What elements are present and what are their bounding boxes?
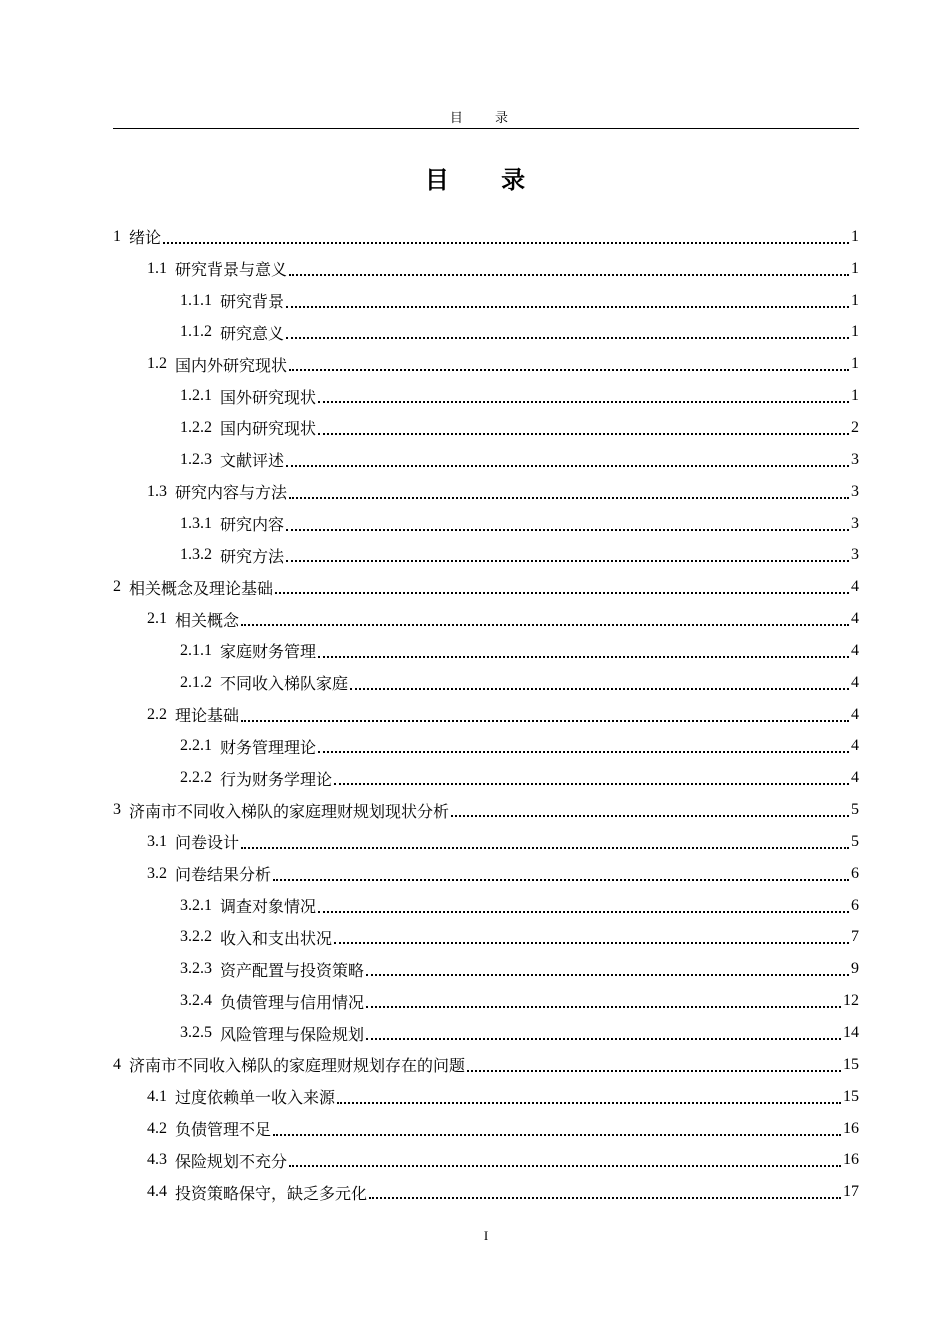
running-header: 目 录 [449, 111, 523, 126]
toc-entry-page: 16 [843, 1151, 859, 1169]
toc-entry-number: 2.2.2 [180, 769, 212, 787]
toc-entry[interactable] [113, 762, 859, 794]
toc-entry-title: 研究背景 [220, 292, 285, 312]
toc-entry-page: 3 [851, 546, 859, 564]
toc-entry-page: 15 [843, 1055, 859, 1073]
toc-entry-number: 4.2 [147, 1119, 167, 1137]
toc-entry-page: 2 [851, 418, 859, 436]
table-of-contents [113, 221, 859, 1208]
toc-entry-page: 5 [851, 832, 859, 850]
toc-entry[interactable] [113, 1176, 859, 1208]
toc-entry-page: 6 [851, 896, 859, 914]
toc-dot-leader [163, 242, 849, 244]
toc-entry-page: 3 [851, 514, 859, 532]
toc-entry[interactable] [113, 508, 859, 540]
toc-entry[interactable] [113, 1113, 859, 1145]
toc-entry-number: 2 [113, 578, 121, 596]
toc-entry-number: 1.2 [147, 355, 167, 373]
toc-entry-page: 7 [851, 928, 859, 946]
toc-entry-number: 1.1.2 [180, 323, 212, 341]
toc-entry-number: 1.2.2 [180, 418, 212, 436]
toc-entry[interactable] [113, 571, 859, 603]
toc-dot-leader [286, 529, 849, 531]
toc-entry-title: 负债管理与信用情况 [220, 992, 365, 1012]
toc-entry-number: 2.2 [147, 705, 167, 723]
toc-entry[interactable] [113, 953, 859, 985]
toc-entry-title: 调查对象情况 [220, 897, 317, 917]
toc-entry[interactable] [113, 444, 859, 476]
toc-dot-leader [318, 911, 849, 913]
toc-entry-page: 3 [851, 450, 859, 468]
toc-entry[interactable] [113, 348, 859, 380]
toc-entry-page: 17 [843, 1183, 859, 1201]
toc-entry-title: 济南市不同收入梯队的家庭理财规划存在的问题 [129, 1056, 466, 1076]
toc-entry-title: 研究背景与意义 [175, 260, 288, 280]
toc-entry[interactable] [113, 635, 859, 667]
toc-dot-leader [289, 369, 849, 371]
toc-entry-page: 16 [843, 1119, 859, 1137]
toc-dot-leader [467, 1070, 841, 1072]
toc-entry-title: 家庭财务管理 [220, 642, 317, 662]
toc-entry-title: 国内研究现状 [220, 419, 317, 439]
toc-dot-leader [451, 815, 849, 817]
toc-entry[interactable] [113, 922, 859, 954]
toc-entry-page: 1 [851, 227, 859, 245]
toc-entry-number: 2.1.1 [180, 641, 212, 659]
toc-entry-title: 投资策略保守，缺乏多元化 [175, 1183, 368, 1203]
toc-dot-leader [289, 1165, 841, 1167]
toc-entry-title: 济南市不同收入梯队的家庭理财规划现状分析 [129, 801, 450, 821]
toc-entry[interactable] [113, 667, 859, 699]
toc-entry-page: 12 [843, 992, 859, 1010]
toc-entry-number: 4.3 [147, 1151, 167, 1169]
toc-entry-number: 2.1.2 [180, 673, 212, 691]
toc-entry-number: 3.2.5 [180, 1024, 212, 1042]
toc-entry-page: 14 [843, 1024, 859, 1042]
toc-entry-page: 5 [851, 801, 859, 819]
toc-entry-page: 4 [851, 578, 859, 596]
page-number: I [483, 1228, 489, 1243]
toc-entry[interactable] [113, 603, 859, 635]
toc-entry-number: 4.4 [147, 1183, 167, 1201]
toc-entry-page: 1 [851, 291, 859, 309]
toc-entry[interactable] [113, 380, 859, 412]
toc-dot-leader [273, 1134, 841, 1136]
toc-entry-number: 3.2.4 [180, 992, 212, 1010]
toc-entry-number: 2.2.1 [180, 737, 212, 755]
toc-entry[interactable] [113, 890, 859, 922]
toc-entry-title: 保险规划不充分 [175, 1151, 288, 1171]
toc-entry-title: 不同收入梯队家庭 [220, 674, 349, 694]
toc-entry[interactable] [113, 731, 859, 763]
toc-dot-leader [369, 1197, 841, 1199]
toc-entry-page: 1 [851, 387, 859, 405]
toc-dot-leader [350, 688, 849, 690]
toc-entry-page: 9 [851, 960, 859, 978]
toc-entry[interactable] [113, 699, 859, 731]
toc-dot-leader [275, 592, 849, 594]
toc-dot-leader [273, 879, 849, 881]
toc-entry-page: 3 [851, 482, 859, 500]
toc-entry-page: 1 [851, 355, 859, 373]
toc-entry-title: 资产配置与投资策略 [220, 960, 365, 980]
header-rule [113, 128, 859, 129]
toc-dot-leader [318, 433, 849, 435]
toc-entry-number: 1.3 [147, 482, 167, 500]
toc-entry-title: 研究内容 [220, 515, 285, 535]
toc-entry-number: 3.2.1 [180, 896, 212, 914]
toc-entry-number: 1.3.2 [180, 546, 212, 564]
toc-entry-title: 研究内容与方法 [175, 483, 288, 503]
toc-entry[interactable] [113, 1081, 859, 1113]
toc-dot-leader [286, 306, 849, 308]
toc-entry[interactable] [113, 794, 859, 826]
toc-dot-leader [241, 624, 849, 626]
toc-entry-title: 绪论 [129, 228, 162, 248]
toc-entry[interactable] [113, 285, 859, 317]
toc-dot-leader [366, 974, 849, 976]
toc-entry[interactable] [113, 539, 859, 571]
toc-entry-number: 1 [113, 227, 121, 245]
toc-entry-page: 4 [851, 641, 859, 659]
toc-dot-leader [286, 337, 849, 339]
toc-entry-title: 负债管理不足 [175, 1120, 272, 1140]
toc-entry-page: 4 [851, 705, 859, 723]
toc-dot-leader [334, 942, 849, 944]
toc-entry-number: 1.2.3 [180, 450, 212, 468]
toc-entry[interactable] [113, 826, 859, 858]
toc-entry-number: 3.2.3 [180, 960, 212, 978]
toc-entry-title: 相关概念及理论基础 [129, 578, 274, 598]
toc-entry-title: 问卷设计 [175, 833, 240, 853]
toc-entry-page: 1 [851, 259, 859, 277]
toc-entry[interactable] [113, 1017, 859, 1049]
toc-entry-title: 国内外研究现状 [175, 355, 288, 375]
toc-entry[interactable] [113, 858, 859, 890]
toc-dot-leader [318, 656, 849, 658]
toc-entry-title: 国外研究现状 [220, 387, 317, 407]
toc-dot-leader [241, 847, 849, 849]
toc-dot-leader [289, 274, 849, 276]
toc-entry-page: 1 [851, 323, 859, 341]
toc-entry-number: 2.1 [147, 610, 167, 628]
toc-entry-number: 3.2 [147, 864, 167, 882]
toc-entry-page: 4 [851, 737, 859, 755]
toc-entry[interactable] [113, 985, 859, 1017]
toc-entry-number: 1.3.1 [180, 514, 212, 532]
toc-entry-title: 研究方法 [220, 546, 285, 566]
toc-dot-leader [289, 497, 849, 499]
toc-entry-title: 行为财务学理论 [220, 769, 333, 789]
toc-entry[interactable] [113, 221, 859, 253]
toc-entry-number: 4.1 [147, 1087, 167, 1105]
toc-entry[interactable] [113, 412, 859, 444]
toc-dot-leader [318, 401, 849, 403]
toc-dot-leader [318, 751, 849, 753]
toc-entry-title: 财务管理理论 [220, 737, 317, 757]
toc-entry[interactable] [113, 253, 859, 285]
toc-entry-number: 3 [113, 801, 121, 819]
toc-entry-number: 3.2.2 [180, 928, 212, 946]
toc-title: 目 录 [424, 166, 548, 194]
toc-entry-number: 1.1.1 [180, 291, 212, 309]
toc-dot-leader [286, 560, 849, 562]
toc-entry-page: 4 [851, 769, 859, 787]
toc-entry-title: 相关概念 [175, 610, 240, 630]
toc-entry-title: 收入和支出状况 [220, 928, 333, 948]
toc-entry-title: 文献评述 [220, 451, 285, 471]
toc-entry[interactable] [113, 1049, 859, 1081]
toc-entry-title: 风险管理与保险规划 [220, 1024, 365, 1044]
toc-entry-page: 4 [851, 673, 859, 691]
toc-entry[interactable] [113, 476, 859, 508]
toc-entry-number: 1.2.1 [180, 387, 212, 405]
toc-dot-leader [241, 720, 849, 722]
toc-entry-title: 研究意义 [220, 323, 285, 343]
toc-entry-title: 过度依赖单一收入来源 [175, 1088, 336, 1108]
toc-entry[interactable] [113, 317, 859, 349]
toc-entry-number: 4 [113, 1055, 121, 1073]
toc-entry-number: 1.1 [147, 259, 167, 277]
toc-entry-page: 15 [843, 1087, 859, 1105]
toc-dot-leader [366, 1038, 841, 1040]
toc-dot-leader [337, 1102, 841, 1104]
toc-entry-page: 6 [851, 864, 859, 882]
toc-entry[interactable] [113, 1144, 859, 1176]
toc-entry-page: 4 [851, 610, 859, 628]
toc-dot-leader [366, 1006, 841, 1008]
toc-entry-title: 理论基础 [175, 706, 240, 726]
toc-dot-leader [334, 783, 849, 785]
toc-entry-title: 问卷结果分析 [175, 865, 272, 885]
toc-dot-leader [286, 465, 849, 467]
toc-entry-number: 3.1 [147, 832, 167, 850]
